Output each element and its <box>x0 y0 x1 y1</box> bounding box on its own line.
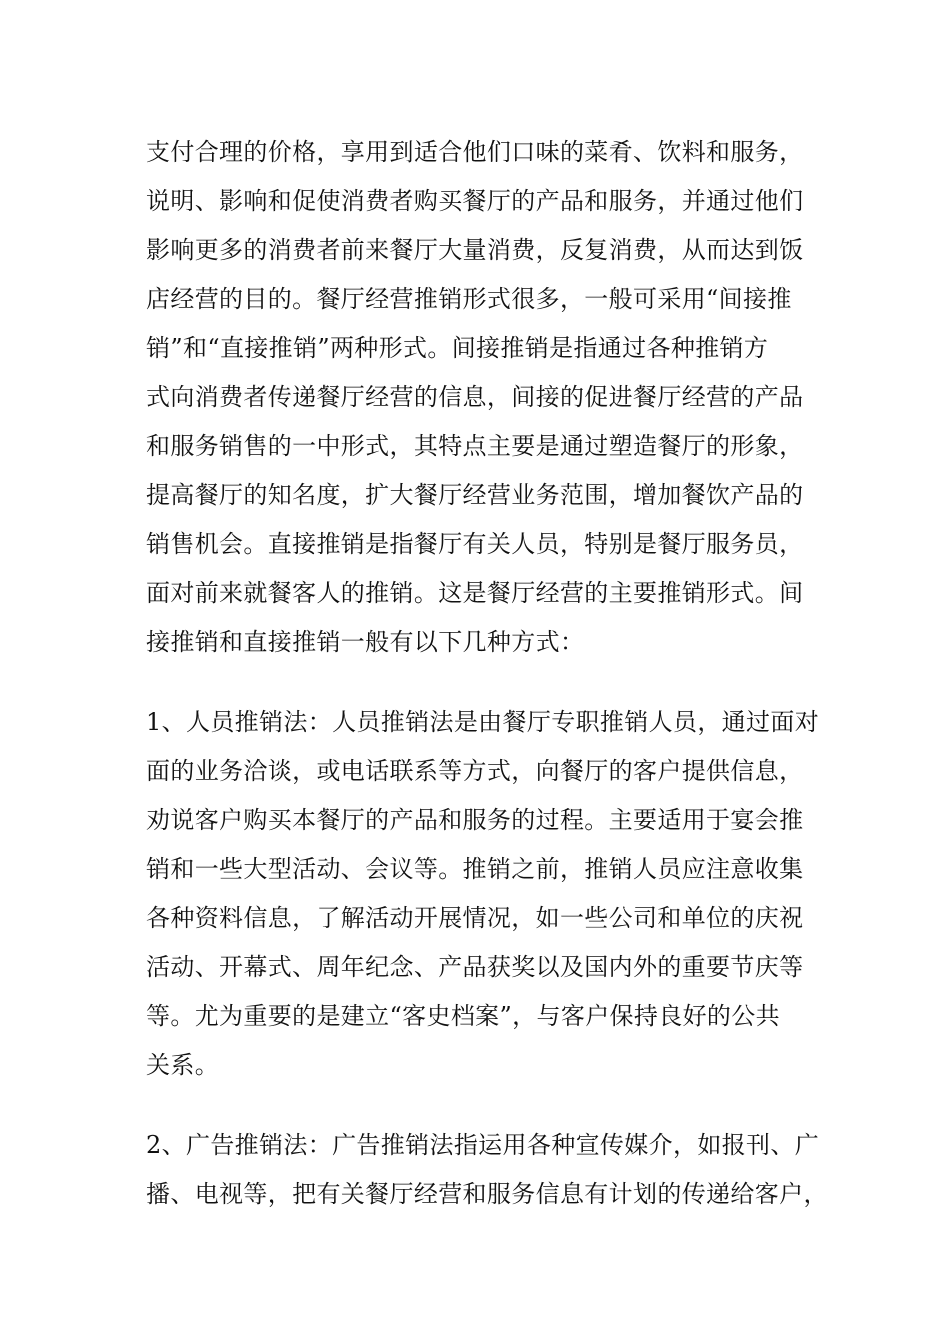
text-line: 劝说客户购买本餐厅的产品和服务的过程。主要适用于宴会推 <box>146 806 804 834</box>
text-line: 关系。 <box>146 1051 220 1079</box>
text-line: 等。尤为重要的是建立“客史档案”，与客户保持良好的公共 <box>146 1002 780 1030</box>
text-line: 说明、影响和促使消费者购买餐厅的产品和服务，并通过他们 <box>146 187 804 215</box>
text-line: 销售机会。直接推销是指餐厅有关人员，特别是餐厅服务员， <box>146 530 804 558</box>
text-line: 式向消费者传递餐厅经营的信息，间接的促进餐厅经营的产品 <box>146 383 804 411</box>
text-line: 2、广告推销法：广告推销法指运用各种宣传媒介，如报刊、广 <box>146 1131 820 1159</box>
text-line: 各种资料信息，了解活动开展情况，如一些公司和单位的庆祝 <box>146 904 804 932</box>
text-line: 提高餐厅的知名度，扩大餐厅经营业务范围，增加餐饮产品的 <box>146 481 804 509</box>
text-line: 接推销和直接推销一般有以下几种方式： <box>146 628 585 656</box>
text-line: 支付合理的价格，享用到适合他们口味的菜肴、饮料和服务， <box>146 138 804 166</box>
text-line: 面对前来就餐客人的推销。这是餐厅经营的主要推销形式。间 <box>146 579 804 607</box>
text-line: 面的业务洽谈，或电话联系等方式，向餐厅的客户提供信息， <box>146 757 804 785</box>
text-line: 销”和“直接推销”两种形式。间接推销是指通过各种推销方 <box>146 334 769 362</box>
text-line: 活动、开幕式、周年纪念、产品获奖以及国内外的重要节庆等 <box>146 953 804 981</box>
text-line: 销和一些大型活动、会议等。推销之前，推销人员应注意收集 <box>146 855 804 883</box>
text-line: 影响更多的消费者前来餐厅大量消费，反复消费，从而达到饭 <box>146 236 804 264</box>
text-line: 1、人员推销法：人员推销法是由餐厅专职推销人员，通过面对 <box>146 708 820 736</box>
text-line: 店经营的目的。餐厅经营推销形式很多，一般可采用“间接推 <box>146 285 792 313</box>
text-line: 播、电视等，把有关餐厅经营和服务信息有计划的传递给客户， <box>146 1180 828 1208</box>
text-line: 和服务销售的一中形式，其特点主要是通过塑造餐厅的形象， <box>146 432 804 460</box>
